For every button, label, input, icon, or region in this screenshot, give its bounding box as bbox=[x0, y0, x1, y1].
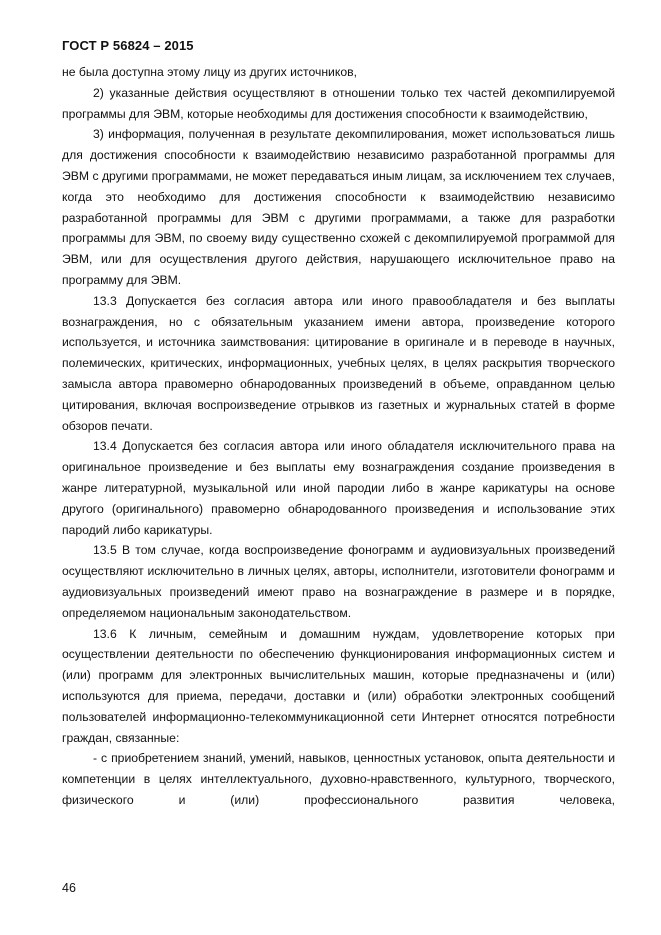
paragraph-13-6: 13.6 К личным, семейным и домашним нуждам, удовлетворение которых при осуществлении деятельности по обеспечению функционирования информационных систем и (или) программ для электронных вычислительных машин, которые предназначены и (или) используются для приема, передачи, доставки и (или) обработки электронных сообщений пользователей информационно-телекоммуникационной сети Интернет относятся потребности граждан, связанные: bbox=[62, 626, 615, 745]
paragraph-item-3: 3) информация, полученная в результате декомпилирования, может использоваться лишь для достижения способности к взаимодействию независимо разработанной программы для ЭВМ с другими программами, не может передаваться иным лицам, за исключением тех случаев, когда это необходимо для достижения способности к взаимодействию независимо разработанной программы для ЭВМ с другими программами, а также для разработки программы для ЭВМ, по своему виду существенно схожей с декомпилируемой программой для ЭВМ, или для осуществления другого действия, нарушающего исключительное право на программу для ЭВМ. bbox=[62, 127, 615, 287]
paragraph-list-item: - с приобретением знаний, умений, навыков, ценностных установок, опыта деятельности и компетенции в целях интеллектуального, духовно-нравственного, культурного, творческого, физического и (или) профессионального развития человека, bbox=[62, 751, 615, 807]
document-body bbox=[62, 62, 615, 811]
paragraph-13-3: 13.3 Допускается без согласия автора или иного правообладателя и без выплаты вознаграждения, но с обязательным указанием имени автора, произведение которого используется, и источника заимствования: цитирование в оригинале и в переводе в научных, полемических, критических, информационных, учебных целях, в целях раскрытия творческого замысла автора правомерно обнародованных произведений в объеме, оправданном целью цитирования, включая воспроизведение отрывков из газетных и журнальных статей в форме обзоров печати. bbox=[62, 293, 615, 433]
page-number: 46 bbox=[62, 881, 76, 895]
paragraph-13-4: 13.4 Допускается без согласия автора или иного обладателя исключительного права на оригинальное произведение и без выплаты ему вознаграждения создание произведения в жанре литературной, музыкальной или иной пародии либо в жанре карикатуры на основе другого (оригинального) правомерно обнародованного произведения и использование этих пародий либо карикатуры. bbox=[62, 439, 615, 537]
paragraph-continuation: не была доступна этому лицу из других источников, bbox=[62, 65, 357, 79]
paragraph-13-5: 13.5 В том случае, когда воспроизведение фонограмм и аудиовизуальных произведений осуществляют исключительно в личных целях, авторы, исполнители, изготовители фонограмм и аудиовизуальных произведений имеют право на вознаграждение в размере и в порядке, определяемом национальным законодательством. bbox=[62, 543, 615, 620]
paragraph-item-2: 2) указанные действия осуществляют в отношении только тех частей декомпилируемой программы для ЭВМ, которые необходимы для достижения способности к взаимодействию, bbox=[62, 85, 615, 121]
document-header: ГОСТ Р 56824 – 2015 bbox=[62, 38, 194, 53]
